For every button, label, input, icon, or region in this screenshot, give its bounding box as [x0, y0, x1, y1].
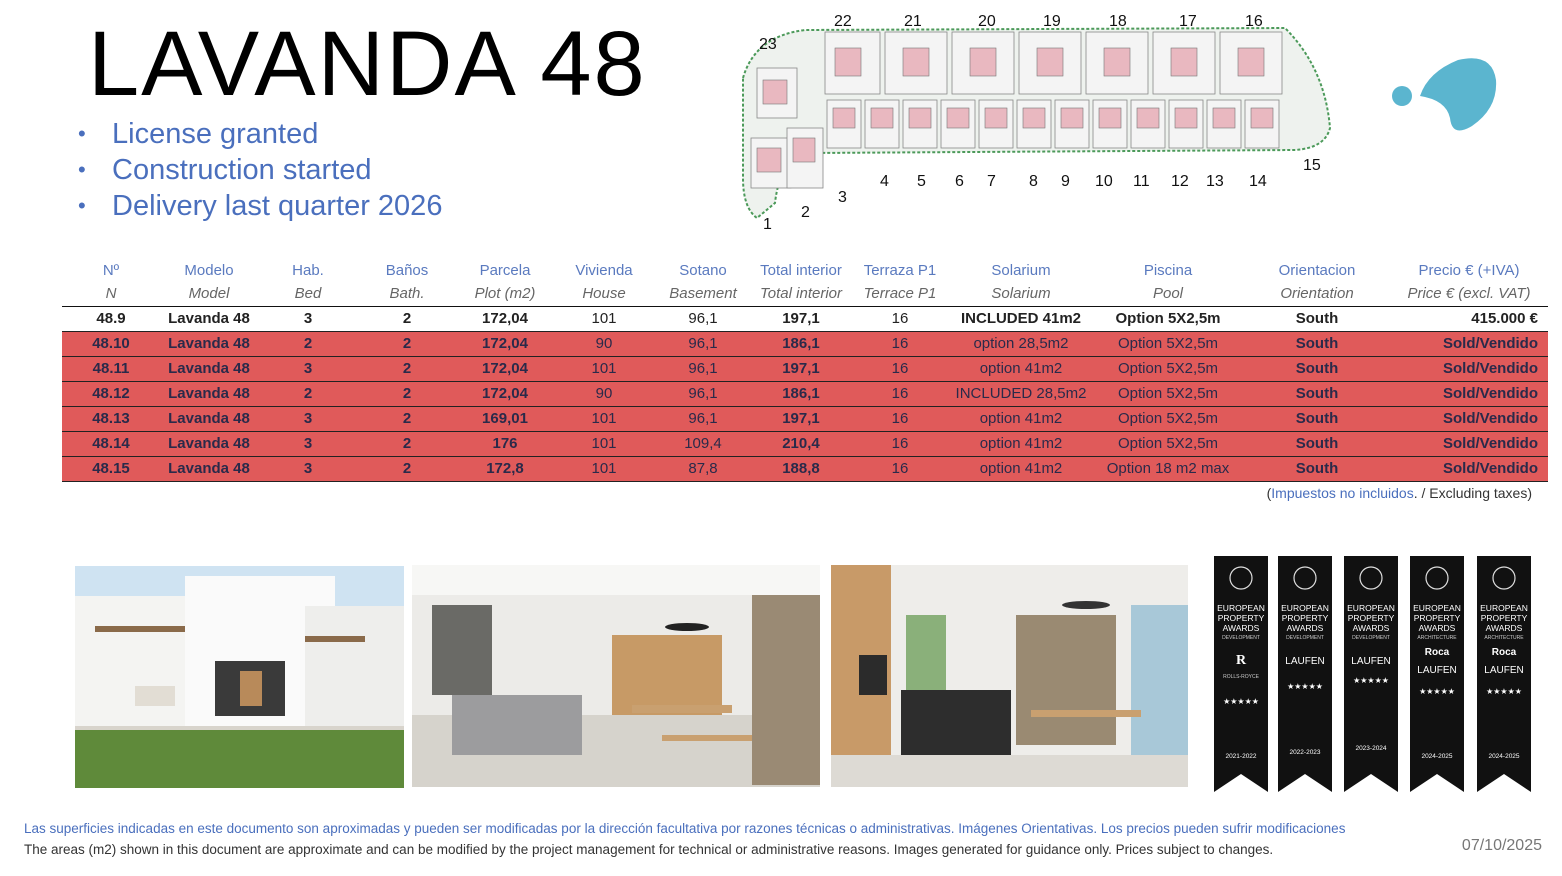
table-cell: 48.12	[62, 381, 160, 406]
table-cell: 3	[258, 406, 358, 431]
table-cell: South	[1244, 456, 1390, 481]
table-cell: 48.13	[62, 406, 160, 431]
column-header: Total interior	[752, 282, 850, 306]
table-cell: 2	[358, 381, 456, 406]
living-room-render-image	[412, 565, 820, 787]
column-header: Bath.	[358, 282, 456, 306]
plot-number: 2	[801, 204, 810, 221]
award-ribbon	[1344, 556, 1398, 792]
table-cell: 48.10	[62, 331, 160, 356]
plot-number: 3	[838, 189, 847, 206]
svg-text:★★★★★: ★★★★★	[1287, 682, 1323, 691]
table-cell: Option 5X2,5m	[1092, 381, 1244, 406]
svg-text:★★★★★: ★★★★★	[1353, 676, 1389, 685]
plot-number: 19	[1043, 13, 1061, 30]
plot-number: 7	[987, 173, 996, 190]
svg-text:PROPERTY: PROPERTY	[1217, 613, 1265, 623]
table-cell: 172,04	[456, 356, 554, 381]
table-cell: 176	[456, 431, 554, 456]
svg-text:LAUFEN: LAUFEN	[1417, 665, 1457, 676]
table-cell: 101	[554, 406, 654, 431]
table-cell: 169,01	[456, 406, 554, 431]
table-header-row-es	[62, 258, 1548, 282]
table-cell: option 41m2	[950, 456, 1092, 481]
svg-text:AWARDS: AWARDS	[1222, 623, 1260, 633]
table-cell: 186,1	[752, 381, 850, 406]
table-cell: 101	[554, 431, 654, 456]
svg-text:EUROPEAN: EUROPEAN	[1413, 603, 1461, 613]
site-plan	[735, 8, 1335, 236]
table-cell: Option 5X2,5m	[1092, 306, 1244, 331]
award-ribbon	[1278, 556, 1332, 792]
table-cell: option 28,5m2	[950, 331, 1092, 356]
tax-note: (Impuestos no incluidos. / Excluding taxes)	[1266, 485, 1532, 501]
column-header: Orientation	[1244, 282, 1390, 306]
table-cell: INCLUDED 41m2	[950, 306, 1092, 331]
table-cell: 96,1	[654, 306, 752, 331]
svg-text:2022-2023: 2022-2023	[1289, 749, 1321, 756]
table-cell: 109,4	[654, 431, 752, 456]
svg-text:LAUFEN: LAUFEN	[1484, 665, 1524, 676]
plot-number: 18	[1109, 13, 1127, 30]
table-row	[62, 331, 1548, 356]
table-cell: 3	[258, 306, 358, 331]
units-table	[62, 258, 1548, 482]
table-cell: 2	[358, 431, 456, 456]
table-cell: 101	[554, 356, 654, 381]
bullet-item: • Construction started	[78, 154, 372, 186]
plot-number: 6	[955, 173, 964, 190]
table-cell: South	[1244, 381, 1390, 406]
table-cell: 197,1	[752, 306, 850, 331]
table-cell: 2	[358, 406, 456, 431]
table-cell: Lavanda 48	[160, 356, 258, 381]
status-bullet-list	[78, 116, 442, 224]
svg-text:AWARDS: AWARDS	[1286, 623, 1324, 633]
plot-number: 16	[1245, 13, 1263, 30]
table-cell: 197,1	[752, 356, 850, 381]
table-cell: 2	[258, 381, 358, 406]
table-row	[62, 431, 1548, 456]
table-cell: 90	[554, 381, 654, 406]
bullet-item: • Delivery last quarter 2026	[78, 190, 443, 222]
plot-number: 10	[1095, 173, 1113, 190]
table-cell: Option 5X2,5m	[1092, 331, 1244, 356]
table-cell: South	[1244, 406, 1390, 431]
svg-text:LAUFEN: LAUFEN	[1285, 656, 1325, 667]
kitchen-render-image	[831, 565, 1188, 787]
table-cell: 48.11	[62, 356, 160, 381]
table-cell: 87,8	[654, 456, 752, 481]
droplet-logo-icon	[1388, 52, 1500, 136]
svg-text:R: R	[1235, 653, 1247, 668]
table-cell: 48.9	[62, 306, 160, 331]
table-cell: 96,1	[654, 331, 752, 356]
table-row	[62, 456, 1548, 481]
plot-number: 8	[1029, 173, 1038, 190]
table-cell: Lavanda 48	[160, 456, 258, 481]
bullet-item: • License granted	[78, 118, 319, 150]
column-header: Precio € (+IVA)	[1418, 261, 1520, 279]
plot-number: 14	[1249, 173, 1267, 190]
column-header: Solarium	[991, 261, 1051, 279]
column-header: Solarium	[950, 282, 1092, 306]
table-cell: Lavanda 48	[160, 331, 258, 356]
table-row	[62, 381, 1548, 406]
plot-number: 9	[1061, 173, 1070, 190]
table-cell: 172,04	[456, 331, 554, 356]
table-cell: 172,8	[456, 456, 554, 481]
table-cell: 2	[358, 356, 456, 381]
table-row	[62, 306, 1548, 331]
plot-number: 4	[880, 173, 889, 190]
table-cell: 16	[850, 356, 950, 381]
svg-text:EUROPEAN: EUROPEAN	[1217, 603, 1265, 613]
table-cell: 3	[258, 431, 358, 456]
column-header: Vivienda	[575, 261, 633, 279]
svg-text:PROPERTY: PROPERTY	[1347, 613, 1395, 623]
column-header: Terraza P1	[863, 261, 937, 279]
column-header: Sotano	[679, 261, 727, 279]
svg-text:Roca: Roca	[1491, 647, 1517, 658]
award-ribbon	[1214, 556, 1268, 792]
column-header: Terrace P1	[850, 282, 950, 306]
svg-text:PROPERTY: PROPERTY	[1480, 613, 1528, 623]
column-header: Bed	[258, 282, 358, 306]
plot-number: 12	[1171, 173, 1189, 190]
svg-text:ARCHITECTURE: ARCHITECTURE	[1484, 635, 1524, 641]
svg-text:★★★★★: ★★★★★	[1223, 697, 1259, 706]
table-row	[62, 406, 1548, 431]
table-cell: 16	[850, 306, 950, 331]
table-cell: 2	[258, 331, 358, 356]
svg-text:ROLLS-ROYCE: ROLLS-ROYCE	[1223, 674, 1259, 680]
svg-text:EUROPEAN: EUROPEAN	[1480, 603, 1528, 613]
plot-number: 11	[1133, 173, 1150, 190]
table-cell: 3	[258, 456, 358, 481]
table-cell: 16	[850, 331, 950, 356]
table-cell: Option 5X2,5m	[1092, 356, 1244, 381]
column-header: Basement	[654, 282, 752, 306]
document-date: 07/10/2025	[1461, 837, 1542, 854]
table-cell: 186,1	[752, 331, 850, 356]
table-cell: 188,8	[752, 456, 850, 481]
table-cell: 415.000 €	[1390, 306, 1548, 331]
plot-number: 15	[1303, 157, 1321, 174]
svg-text:PROPERTY: PROPERTY	[1281, 613, 1329, 623]
plot-number: 22	[834, 13, 852, 30]
table-row	[62, 356, 1548, 381]
svg-text:ARCHITECTURE: ARCHITECTURE	[1417, 635, 1457, 641]
plot-number: 5	[917, 173, 926, 190]
disclaimer-english: The areas (m2) shown in this document are approximate and can be modified by the project management for technical or administrative reasons. Images generated for guidance only. Prices subject to changes.	[24, 842, 1274, 857]
svg-text:★★★★★: ★★★★★	[1486, 687, 1522, 696]
svg-text:2024-2025: 2024-2025	[1488, 753, 1520, 760]
table-cell: 96,1	[654, 356, 752, 381]
column-header: N	[62, 282, 160, 306]
svg-text:DEVELOPMENT: DEVELOPMENT	[1286, 635, 1324, 641]
table-cell: 48.14	[62, 431, 160, 456]
table-cell: South	[1244, 331, 1390, 356]
award-ribbon	[1410, 556, 1464, 792]
table-cell: INCLUDED 28,5m2	[950, 381, 1092, 406]
table-cell: 2	[358, 306, 456, 331]
table-cell: 197,1	[752, 406, 850, 431]
column-header: Modelo	[184, 261, 234, 279]
table-cell: Sold/Vendido	[1390, 381, 1548, 406]
award-ribbon	[1477, 556, 1531, 792]
table-cell: South	[1244, 356, 1390, 381]
table-cell: Sold/Vendido	[1390, 431, 1548, 456]
page-title: LAVANDA 48	[88, 13, 647, 115]
svg-text:2023-2024: 2023-2024	[1355, 745, 1387, 752]
table-cell: Sold/Vendido	[1390, 456, 1548, 481]
table-cell: Option 5X2,5m	[1092, 406, 1244, 431]
svg-text:2024-2025: 2024-2025	[1421, 753, 1453, 760]
table-cell: 16	[850, 406, 950, 431]
svg-text:AWARDS: AWARDS	[1418, 623, 1456, 633]
svg-text:EUROPEAN: EUROPEAN	[1347, 603, 1395, 613]
column-header: Price € (excl. VAT)	[1390, 282, 1548, 306]
column-header: Nº	[102, 261, 120, 279]
table-cell: 16	[850, 431, 950, 456]
table-cell: 3	[258, 356, 358, 381]
disclaimer-spanish: Las superficies indicadas en este documento son aproximadas y pueden ser modificadas por la dirección facultativa por razones técnicas o administrativas. Imágenes Orientativas. Los precios pueden sufrir modificaciones	[24, 821, 1346, 836]
svg-text:DEVELOPMENT: DEVELOPMENT	[1352, 635, 1390, 641]
svg-text:AWARDS: AWARDS	[1352, 623, 1390, 633]
column-header: Hab.	[292, 261, 324, 279]
svg-text:2021-2022: 2021-2022	[1225, 753, 1257, 760]
table-cell: Sold/Vendido	[1390, 406, 1548, 431]
plot-number: 21	[904, 13, 922, 30]
svg-text:PROPERTY: PROPERTY	[1413, 613, 1461, 623]
plot-number: 17	[1179, 13, 1197, 30]
table-cell: 210,4	[752, 431, 850, 456]
table-cell: 172,04	[456, 381, 554, 406]
svg-text:AWARDS: AWARDS	[1485, 623, 1523, 633]
column-header: Piscina	[1143, 261, 1193, 279]
column-header: Pool	[1092, 282, 1244, 306]
exterior-render-image	[75, 566, 404, 788]
table-cell: 172,04	[456, 306, 554, 331]
table-cell: Option 5X2,5m	[1092, 431, 1244, 456]
plot-number: 13	[1206, 173, 1224, 190]
column-header: House	[554, 282, 654, 306]
table-cell: Lavanda 48	[160, 431, 258, 456]
table-cell: Lavanda 48	[160, 381, 258, 406]
table-cell: Lavanda 48	[160, 406, 258, 431]
table-cell: 16	[850, 456, 950, 481]
table-cell: option 41m2	[950, 431, 1092, 456]
table-cell: 101	[554, 456, 654, 481]
plot-number: 1	[763, 216, 772, 233]
table-cell: 2	[358, 331, 456, 356]
table-cell: 90	[554, 331, 654, 356]
column-header: Orientacion	[1278, 261, 1356, 279]
plot-number: 20	[978, 13, 996, 30]
table-cell: option 41m2	[950, 356, 1092, 381]
table-cell: 96,1	[654, 406, 752, 431]
svg-text:★★★★★: ★★★★★	[1419, 687, 1455, 696]
table-cell: Sold/Vendido	[1390, 356, 1548, 381]
table-cell: 101	[554, 306, 654, 331]
table-cell: South	[1244, 306, 1390, 331]
table-cell: option 41m2	[950, 406, 1092, 431]
table-cell: 48.15	[62, 456, 160, 481]
svg-text:DEVELOPMENT: DEVELOPMENT	[1222, 635, 1260, 641]
plot-number: 23	[759, 36, 777, 53]
column-header: Model	[160, 282, 258, 306]
table-header-row-en	[62, 282, 1548, 306]
table-cell: 16	[850, 381, 950, 406]
table-cell: Option 18 m2 max	[1092, 456, 1244, 481]
table-cell: Sold/Vendido	[1390, 331, 1548, 356]
svg-text:Roca: Roca	[1424, 647, 1450, 658]
column-header: Total interior	[760, 261, 842, 279]
table-cell: South	[1244, 431, 1390, 456]
column-header: Parcela	[479, 261, 531, 279]
column-header: Baños	[385, 261, 429, 279]
table-cell: Lavanda 48	[160, 306, 258, 331]
column-header: Plot (m2)	[456, 282, 554, 306]
svg-text:LAUFEN: LAUFEN	[1351, 656, 1391, 667]
svg-text:EUROPEAN: EUROPEAN	[1281, 603, 1329, 613]
table-cell: 96,1	[654, 381, 752, 406]
table-cell: 2	[358, 456, 456, 481]
